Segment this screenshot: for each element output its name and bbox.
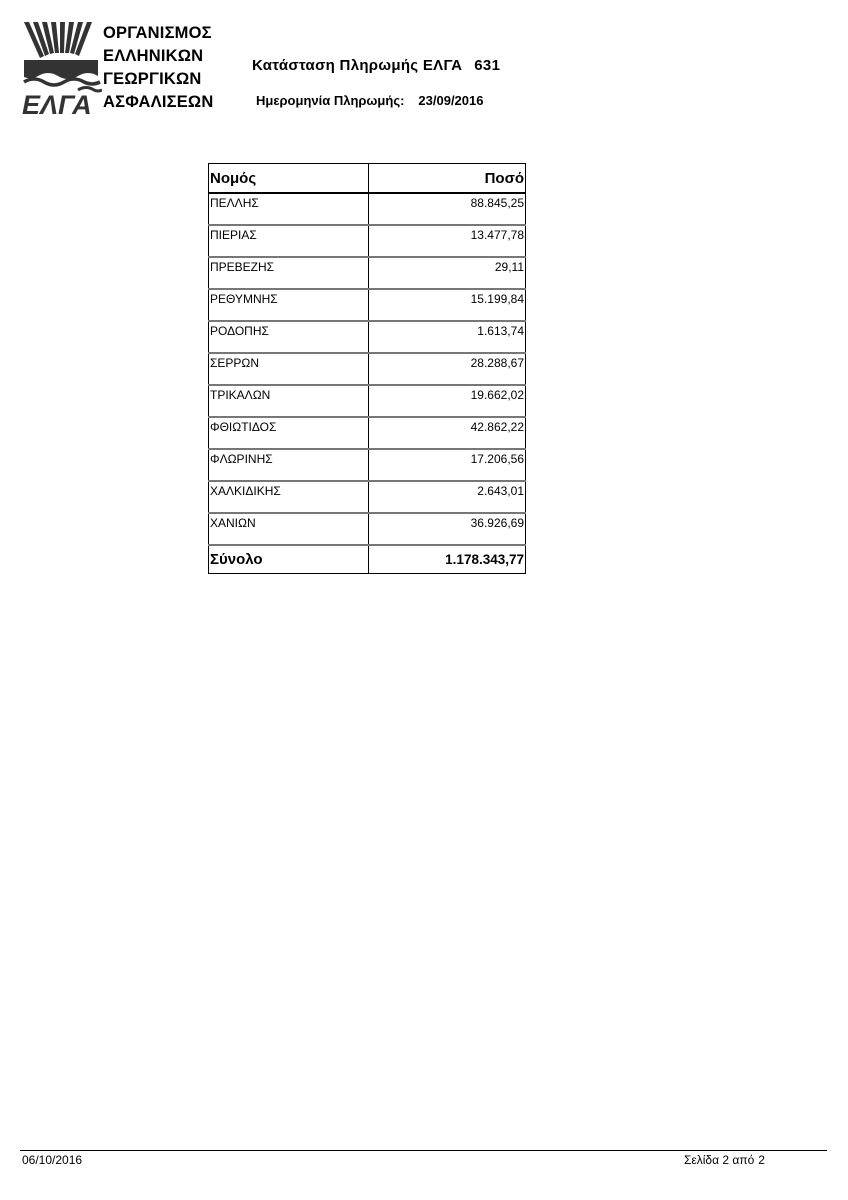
table-row [209, 417, 526, 449]
column-header-nomos: Νομός [209, 164, 369, 194]
amount-cell: 36.926,69 [369, 513, 526, 545]
org-line: ΓΕΩΡΓΙΚΩΝ [103, 70, 202, 88]
report-code: 631 [474, 57, 501, 74]
org-line: ΑΣΦΑΛΙΣΕΩΝ [103, 93, 214, 111]
total-label: Σύνολο [209, 545, 369, 574]
prefecture-cell: ΠΕΛΛΗΣ [209, 193, 369, 225]
amount-cell: 2.643,01 [369, 481, 526, 513]
payment-date-label: Ημερομηνία Πληρωμής: [256, 93, 405, 108]
amount-cell: 29,11 [369, 257, 526, 289]
prefecture-cell: ΧΑΝΙΩΝ [209, 513, 369, 545]
prefecture-cell: ΡΕΘΥΜΝΗΣ [209, 289, 369, 321]
table-row [209, 257, 526, 289]
amount-cell: 42.862,22 [369, 417, 526, 449]
payment-date-value: 23/09/2016 [418, 93, 484, 108]
prefecture-cell: ΦΛΩΡΙΝΗΣ [209, 449, 369, 481]
table-row [209, 321, 526, 353]
footer-divider [20, 1150, 827, 1151]
logo-wordmark: ΕΛΓΑ [22, 90, 92, 116]
total-amount: 1.178.343,77 [369, 545, 526, 574]
table-header-row [209, 164, 526, 194]
table-row [209, 193, 526, 225]
amount-cell: 1.613,74 [369, 321, 526, 353]
footer-page-number [684, 1153, 765, 1167]
page-total: 2 [758, 1153, 765, 1167]
prefecture-cell: ΡΟΔΟΠΗΣ [209, 321, 369, 353]
prefecture-cell: ΠΙΕΡΙΑΣ [209, 225, 369, 257]
table-row [209, 513, 526, 545]
footer-print-date: 06/10/2016 [22, 1153, 83, 1167]
org-line: ΕΛΛΗΝΙΚΩΝ [103, 47, 204, 65]
elga-logo [22, 20, 222, 120]
prefecture-cell: ΠΡΕΒΕΖΗΣ [209, 257, 369, 289]
payments-table [208, 163, 526, 574]
amount-cell: 19.662,02 [369, 385, 526, 417]
table-row [209, 385, 526, 417]
payment-date [256, 93, 483, 108]
org-line: ΟΡΓΑΝΙΣΜΟΣ [103, 24, 212, 42]
prefecture-cell: ΦΘΙΩΤΙΔΟΣ [209, 417, 369, 449]
amount-cell: 15.199,84 [369, 289, 526, 321]
amount-cell: 13.477,78 [369, 225, 526, 257]
table-row [209, 481, 526, 513]
amount-cell: 28.288,67 [369, 353, 526, 385]
table-row [209, 449, 526, 481]
page-label: Σελίδα 2 από [684, 1153, 755, 1167]
table-row [209, 289, 526, 321]
table-row [209, 225, 526, 257]
report-title [252, 57, 500, 74]
prefecture-cell: ΤΡΙΚΑΛΩΝ [209, 385, 369, 417]
column-header-poso: Ποσό [369, 164, 526, 194]
total-row [209, 545, 526, 574]
table-row [209, 353, 526, 385]
prefecture-cell: ΧΑΛΚΙΔΙΚΗΣ [209, 481, 369, 513]
amount-cell: 17.206,56 [369, 449, 526, 481]
prefecture-cell: ΣΕΡΡΩΝ [209, 353, 369, 385]
report-title-text: Κατάσταση Πληρωμής ΕΛΓΑ [252, 57, 463, 74]
elga-logo-mark [22, 20, 102, 116]
organization-name [103, 22, 213, 114]
amount-cell: 88.845,25 [369, 193, 526, 225]
